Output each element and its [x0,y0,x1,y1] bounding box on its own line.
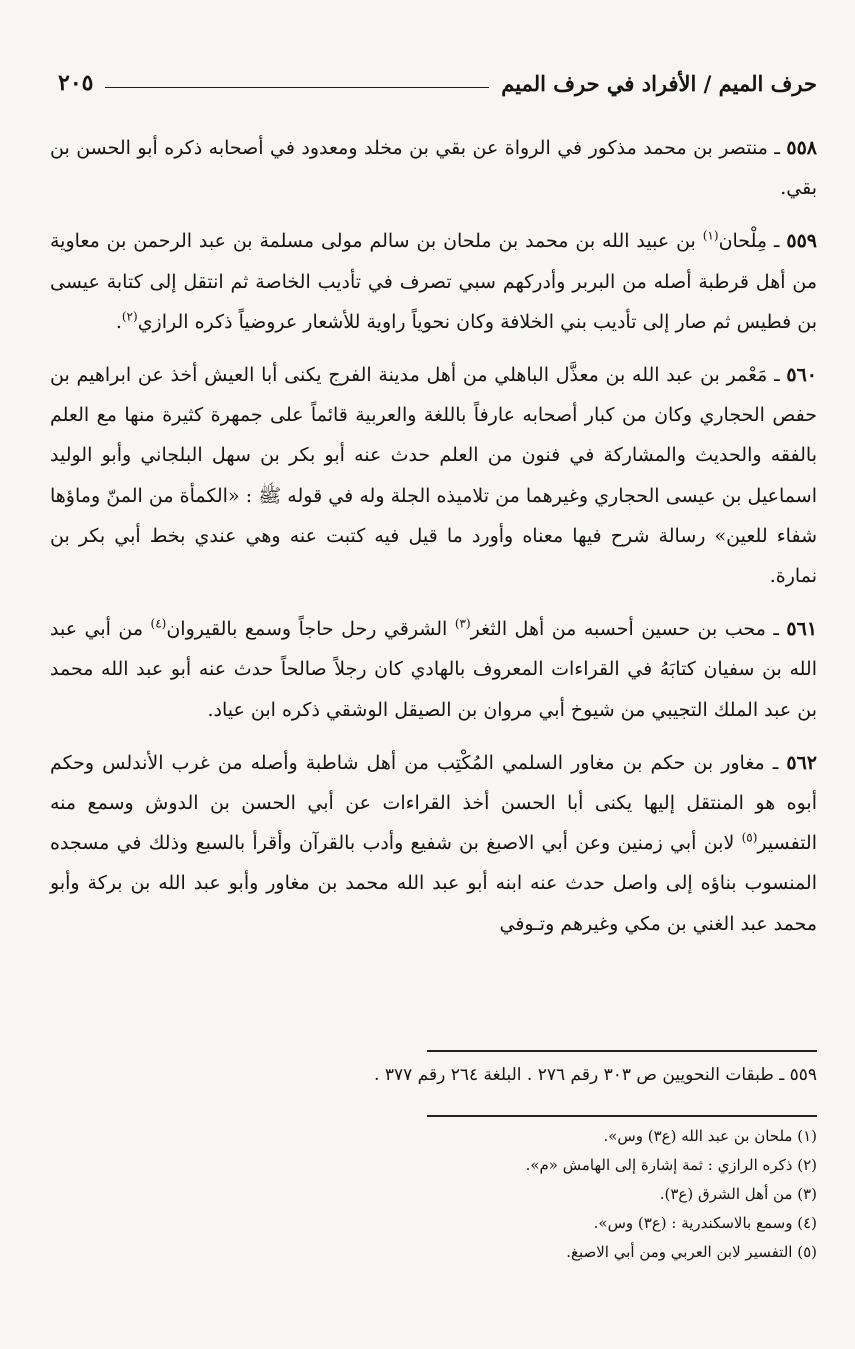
footnote: (١) ملحان بن عبد الله (ع٣) وس». [603,1127,817,1145]
entry-561: ٥٦١ ـ محب بن حسين أحسبه من أهل الثغر$^{(٣)}$ الشرقي رحل حاجاً وسمع بالقيروان$^{(٤)}$ من أبي عبد الله بن سفيان كتابَهُ في القراءات المعروف بالهادي كان رجلاً صالحاً حدث عنه أبو عبد الله محمد بن عبد الملك التجيبي من شيوخ أبي مروان بن الصيقل الوشقي ذكره ابن عياد. [50,616,818,721]
footnote: (٢) ذكره الرازي : ثمة إشارة إلى الهامش «م». [525,1156,817,1174]
running-header [58,66,817,100]
entry-text: محب بن حسين أحسبه من أهل الثغر [470,618,766,641]
header-rule [105,87,489,88]
entry-number: ٥٦١ [786,618,818,641]
footnote: (٥) التفسير لابن العربي ومن أبي الاصبغ. [566,1243,817,1261]
source-note: ٥٥٩ ـ طبقات النحويين ص ٣٠٣ رقم ٢٧٦ . البلغة ٢٦٤ رقم ٣٧٧ . [374,1065,817,1085]
page-number: ٢٠٥ [58,70,94,96]
footnotes [60,1122,817,1267]
footnote: (٤) وسمع بالاسكندرية : (ع٣) وس». [593,1214,817,1232]
footnote-divider [427,1115,817,1117]
footnote-ref: (٣) [454,616,471,631]
entry-number: ٥٦٢ [786,751,817,774]
entry-558: ٥٥٨ ـ منتصر بن محمد مذكور في الرواة عن بقي بن مخلد ومعدود في أصحابه ذكره أبو الحسن بن بقي. [50,137,817,200]
entry-end: . [115,310,122,333]
footnote-divider [427,1050,817,1052]
entry-name: مِلْحان [718,230,768,253]
entry-text: منتصر بن محمد مذكور في الرواة عن بقي بن مخلد ومعدود في أصحابه ذكره أبو الحسن بن بقي. [50,137,817,200]
footnote-ref: (٢) [121,309,138,324]
entry-number: ٥٥٨ [786,137,817,159]
entry-text: بن عبيد الله بن محمد بن ملحان بن سالم مولى مسلمة بن عبد الرحمن بن معاوية من أهل قرطبة أصله من البربر وأدركهم سبي تصرف في تأديب الخاصة ثم انتقل إلى كتابة عيسى بن فطيس ثم صار إلى تأديب بني الخلافة وكان نحوياً راوية للأشعار عروضياً ذكره الرازي [50,230,817,333]
footnote-ref: (٤) [150,616,167,631]
entry-number: ٥٥٩ [786,230,817,253]
entry-number: ٥٦٠ [786,364,817,387]
footnote: (٣) من أهل الشرق (ع٣). [659,1185,817,1203]
entry-560: ٥٦٠ ـ مَعْمر بن عبد الله بن معذَّل الباهلي من أهل مدينة الفرج يكنى أبا العيش أخذ عن ابراهيم بن حفص الحجاري وكان من كبار أصحابه عارفاً باللغة والعربية قائماً على جمهرة كثيرة منها مع العلم بالفقه والحديث والمشاركة في فنون من العلم حدث عنه أبو بكر بن سهل البلجاني وأبو الوليد اسماعيل بن عيسى الحجاري وغيرهما من تلاميذه الجلة وله في قوله ﷺ : «الكمأة من المنّ وماؤها شفاء للعين» رسالة شرح فيها معناه وأورد ما قيل فيه كتبت عنه وهي عندي بخط أبي بكر بن نمارة. [50,364,817,588]
entry-text: الشرقي رحل حاجاً وسمع بالقيروان [166,618,448,641]
entry-text: مَعْمر بن عبد الله بن معذَّل الباهلي من أهل مدينة الفرج يكنى أبا العيش أخذ عن ابراهيم بن حفص الحجاري وكان من كبار أصحابه عارفاً باللغة والعربية قائماً على جمهرة كثيرة منها مع العلم بالفقه والحديث والمشاركة في فنون من العلم حدث عنه أبو بكر بن سهل البلجاني وأبو الوليد اسماعيل بن عيسى الحجاري وغيرهما من تلاميذه الجلة وله في قوله ﷺ : «الكمأة من المنّ وماؤها شفاء للعين» رسالة شرح فيها معناه وأورد ما قيل فيه كتبت عنه وهي عندي بخط أبي بكر بن نمارة. [50,364,817,588]
entry-559: ٥٥٩ ـ مِلْحان$^{(١)}$ بن عبيد الله بن محمد بن ملحان بن سالم مولى مسلمة بن عبد الرحمن بن معاوية من أهل قرطبة أصله من البربر وأدركهم سبي تصرف في تأديب الخاصة ثم انتقل إلى كتابة عيسى بن فطيس ثم صار إلى تأديب بني الخلافة وكان نحوياً راوية للأشعار عروضياً ذكره الرازي$^{(٢)}$. [50,229,817,333]
footnote-ref: (٥) [741,830,758,845]
entry-text: من أبي عبد الله بن سفيان كتابَهُ في القراءات المعروف بالهادي كان رجلاً صالحاً حدث عنه أبو عبد الله محمد بن عبد الملك التجيبي من شيوخ أبي مروان بن الصيقل الوشقي ذكره ابن عياد. [50,618,817,721]
footnote-ref: (١) [702,229,719,244]
entry-text: مغاور بن حكم بن مغاور السلمي المُكْتِب من أهل شاطبة وأصله من غرب الأندلس وحكم أبوه هو المنتقل إليها يكنى أبا الحسن أخذ القراءات عن أبي الحسن بن الدوش وسمع منه التفسير [50,751,818,855]
running-title: حرف الميم / الأفراد في حرف الميم [501,70,817,96]
entry-text: لابن أبي زمنين وعن أبي الاصبغ بن شفيع وأدب بالقرآن وأقرأ بالسبع وذلك في مسجده المنسوب بناؤه إلى واصل حدث عنه ابنه أبو عبد الله محمد بن مغاور وأبو عبد الله بن بركة وأبو محمد عبد الغني بن مكي وغيرهم وتـوفي [50,832,817,935]
main-text [50,128,817,957]
entry-562: ٥٦٢ ـ مغاور بن حكم بن مغاور السلمي المُكْتِب من أهل شاطبة وأصله من غرب الأندلس وحكم أبوه هو المنتقل إليها يكنى أبا الحسن أخذ القراءات عن أبي الحسن بن الدوش وسمع منه التفسير$^{(٥)}$ لابن أبي زمنين وعن أبي الاصبغ بن شفيع وأدب بالقرآن وأقرأ بالسبع وذلك في مسجده المنسوب بناؤه إلى واصل حدث عنه ابنه أبو عبد الله محمد بن مغاور وأبو عبد الله بن بركة وأبو محمد عبد الغني بن مكي وغيرهم وتـوفي [50,751,818,935]
